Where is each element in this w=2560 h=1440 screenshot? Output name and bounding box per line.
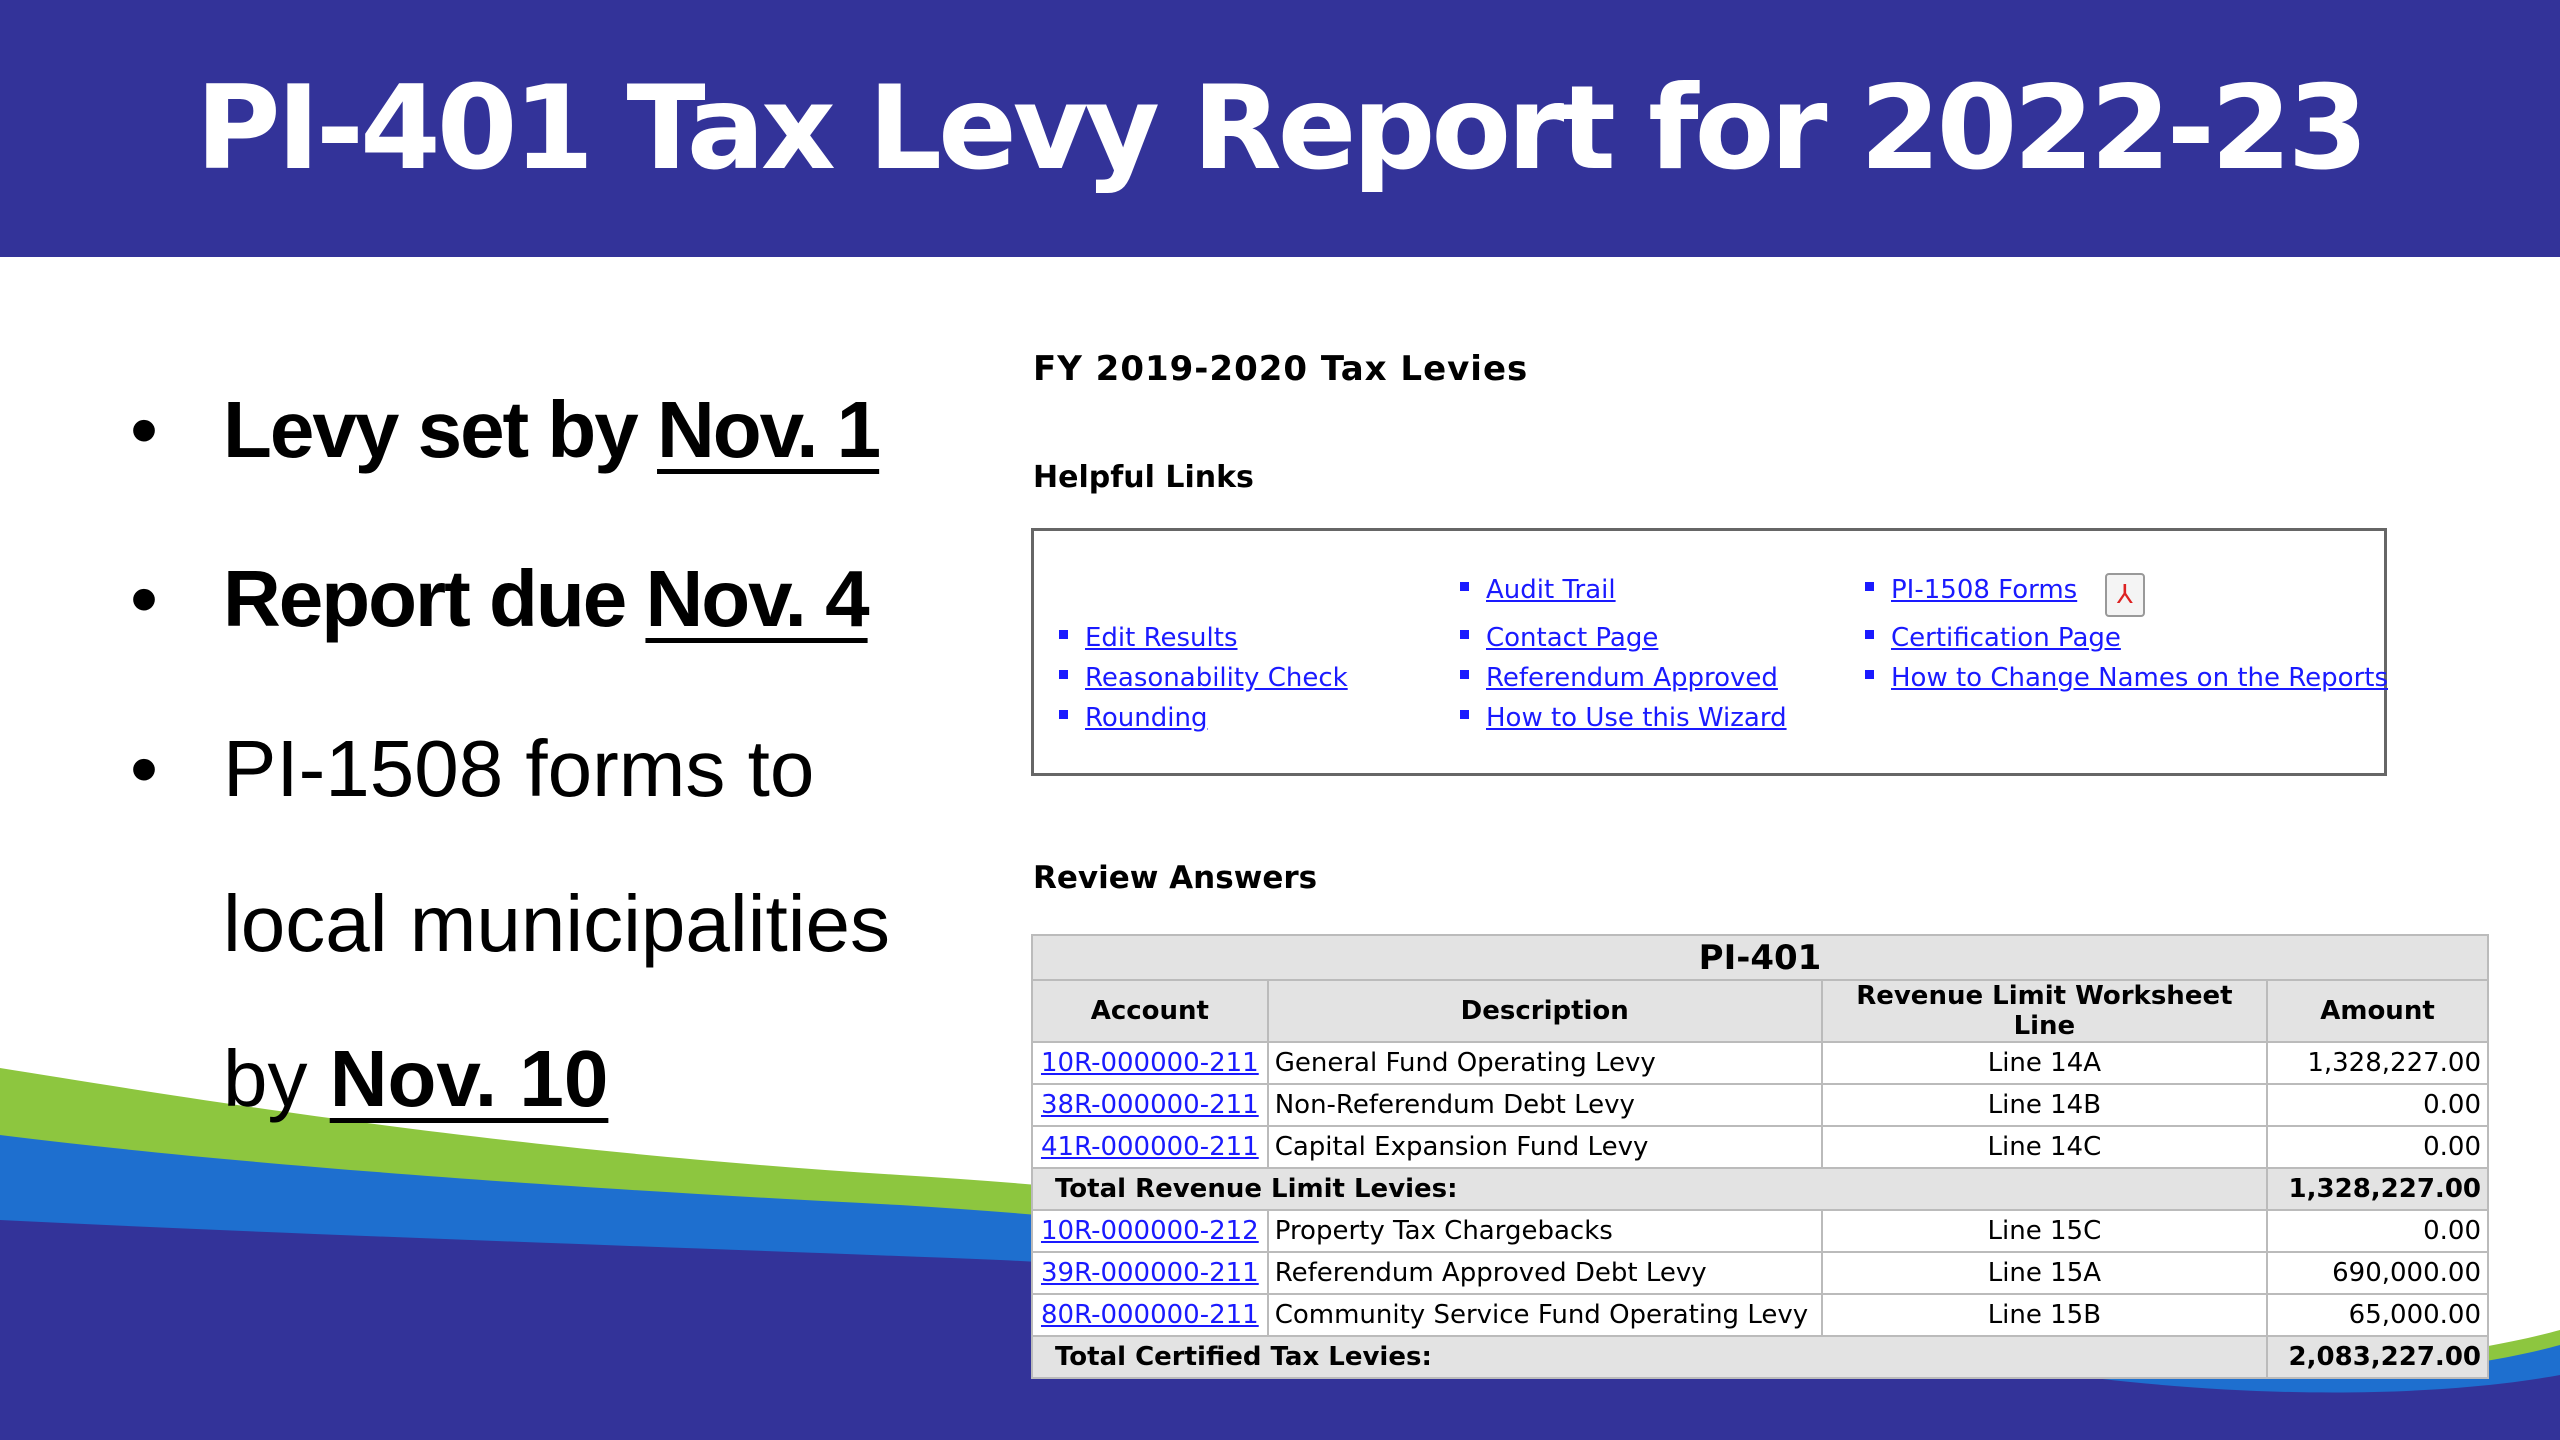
link-referendum-approved[interactable]: Referendum Approved	[1460, 663, 1778, 693]
bullet-square-icon	[1865, 582, 1874, 591]
total-label: Total Certified Tax Levies:	[1032, 1336, 2267, 1378]
col-header-amount: Amount	[2267, 980, 2488, 1042]
account-link[interactable]: 39R-000000-211	[1032, 1252, 1268, 1294]
bullet-square-icon	[1059, 710, 1068, 719]
bullet-line: local municipalities	[223, 879, 890, 968]
table-row	[1032, 1042, 2488, 1084]
bullet-square-icon	[1460, 670, 1469, 679]
bullet-square-icon	[1059, 670, 1068, 679]
link-rounding[interactable]: Rounding	[1059, 703, 1207, 733]
pi401-table	[1031, 934, 2489, 1379]
link-pi1508-forms[interactable]: PI-1508 Forms	[1865, 575, 2077, 605]
amount-cell: 690,000.00	[2267, 1252, 2488, 1294]
line-cell: Line 14B	[1822, 1084, 2267, 1126]
bullet-square-icon	[1059, 630, 1068, 639]
amount-cell: 1,328,227.00	[2267, 1042, 2488, 1084]
amount-cell: 65,000.00	[2267, 1294, 2488, 1336]
account-link[interactable]: 10R-000000-211	[1032, 1042, 1268, 1084]
helpful-links-box	[1031, 528, 2387, 776]
link-reasonability-check[interactable]: Reasonability Check	[1059, 663, 1348, 693]
link-contact-page[interactable]: Contact Page	[1460, 623, 1658, 653]
deadline-nov-1: Nov. 1	[657, 385, 880, 474]
account-link[interactable]: 38R-000000-211	[1032, 1084, 1268, 1126]
bullet-line: PI-1508 forms to	[223, 724, 815, 813]
account-link[interactable]: 10R-000000-212	[1032, 1210, 1268, 1252]
table-row	[1032, 1084, 2488, 1126]
helpful-links-heading: Helpful Links	[1033, 460, 1254, 495]
table-header-row	[1032, 980, 2488, 1042]
table-row	[1032, 1126, 2488, 1168]
bullet-square-icon	[1460, 630, 1469, 639]
bullet-levy-set: • Levy set by Nov. 1	[120, 355, 1000, 505]
description-cell: Community Service Fund Operating Levy	[1268, 1294, 1822, 1336]
description-cell: Non-Referendum Debt Levy	[1268, 1084, 1822, 1126]
description-cell: Capital Expansion Fund Levy	[1268, 1126, 1822, 1168]
bullet-dot: •	[130, 385, 159, 474]
link-certification-page[interactable]: Certification Page	[1865, 623, 2121, 653]
total-certified-row	[1032, 1336, 2488, 1378]
review-answers-heading: Review Answers	[1033, 860, 1318, 896]
col-header-worksheet-line: Revenue Limit Worksheet Line	[1822, 980, 2267, 1042]
line-cell: Line 14C	[1822, 1126, 2267, 1168]
table-row	[1032, 1294, 2488, 1336]
description-cell: Referendum Approved Debt Levy	[1268, 1252, 1822, 1294]
bullet-square-icon	[1865, 630, 1874, 639]
account-link[interactable]: 41R-000000-211	[1032, 1126, 1268, 1168]
deadline-nov-4: Nov. 4	[645, 554, 868, 643]
link-how-to-use-wizard[interactable]: How to Use this Wizard	[1460, 703, 1787, 733]
line-cell: Line 15B	[1822, 1294, 2267, 1336]
line-cell: Line 15C	[1822, 1210, 2267, 1252]
table-row	[1032, 1252, 2488, 1294]
description-cell: Property Tax Chargebacks	[1268, 1210, 1822, 1252]
link-edit-results[interactable]: Edit Results	[1059, 623, 1238, 653]
line-cell: Line 14A	[1822, 1042, 2267, 1084]
bullet-dot: •	[130, 554, 159, 643]
pdf-icon[interactable]: ⅄	[2105, 573, 2145, 617]
table-caption: PI-401	[1032, 935, 2488, 980]
title-banner	[0, 0, 2560, 257]
slide-title: PI-401 Tax Levy Report for 2022-23	[195, 61, 2365, 196]
amount-cell: 0.00	[2267, 1210, 2488, 1252]
total-amount: 2,083,227.00	[2267, 1336, 2488, 1378]
amount-cell: 0.00	[2267, 1084, 2488, 1126]
bullet-list	[120, 355, 1000, 1156]
total-label: Total Revenue Limit Levies:	[1032, 1168, 2267, 1210]
col-header-description: Description	[1268, 980, 1822, 1042]
table-row	[1032, 1210, 2488, 1252]
bullet-dot: •	[130, 724, 159, 813]
bullet-report-due: • Report due Nov. 4	[120, 524, 1000, 674]
description-cell: General Fund Operating Levy	[1268, 1042, 1822, 1084]
amount-cell: 0.00	[2267, 1126, 2488, 1168]
bullet-square-icon	[1460, 710, 1469, 719]
col-header-account: Account	[1032, 980, 1268, 1042]
line-cell: Line 15A	[1822, 1252, 2267, 1294]
link-change-names[interactable]: How to Change Names on the Reports	[1865, 663, 2388, 693]
bullet-pi1508-forms	[120, 691, 1000, 1156]
link-audit-trail[interactable]: Audit Trail	[1460, 575, 1616, 605]
bullet-square-icon	[1865, 670, 1874, 679]
bullet-square-icon	[1460, 582, 1469, 591]
total-revenue-limit-row	[1032, 1168, 2488, 1210]
bullet-line: by Nov. 10	[223, 1034, 609, 1123]
total-amount: 1,328,227.00	[2267, 1168, 2488, 1210]
screenshot-heading: FY 2019-2020 Tax Levies	[1033, 349, 1529, 389]
account-link[interactable]: 80R-000000-211	[1032, 1294, 1268, 1336]
deadline-nov-10: Nov. 10	[329, 1034, 609, 1123]
